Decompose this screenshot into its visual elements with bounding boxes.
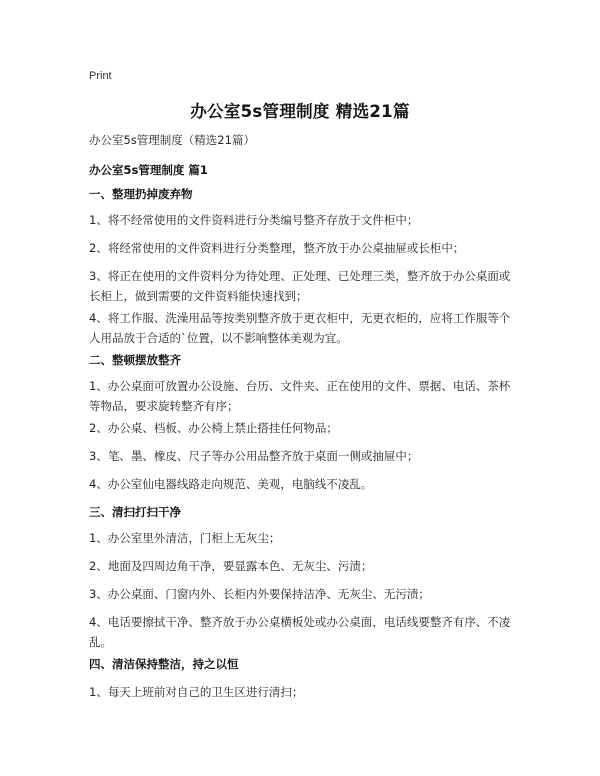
list-item: 4、办公室仙电器线路走向规范、美观，电脑线不凌乱。	[89, 477, 373, 491]
section-heading: 四、清洁保持整洁，持之以恒	[89, 657, 239, 671]
document-subtitle: 办公室5s管理制度（精选21篇）	[89, 133, 255, 147]
print-link[interactable]: Print	[89, 70, 112, 82]
section-heading: 三、清扫打扫干净	[89, 505, 181, 519]
list-item: 1、将不经常使用的文件资料进行分类编号整齐存放于文件柜中；	[89, 213, 419, 227]
list-item: 1、办公室里外清洁，门柜上无灰尘；	[89, 531, 281, 545]
list-item: 3、笔、墨、橡皮、尺子等办公用品整齐放于桌面一侧或抽屉中；	[89, 449, 419, 463]
part-title: 办公室5s管理制度 篇1	[89, 163, 208, 177]
list-item: 3、办公桌面、门窗内外、长柜内外要保持洁净、无灰尘、无污渍；	[89, 587, 430, 601]
list-item: 2、地面及四周边角干净，要显露本色、无灰尘、污渍；	[89, 559, 373, 573]
list-item: 1、办公桌面可放置办公设施、台历、文件夹、正在使用的文件、票据、电话、茶杯等物品，要求旋转整齐有序；	[89, 379, 511, 413]
list-item: 1、每天上班前对自己的卫生区进行清扫；	[89, 685, 304, 699]
section-heading: 一、整理扔掉废弃物	[89, 187, 193, 201]
section-heading: 二、整顿摆放整齐	[89, 353, 181, 367]
list-item: 2、办公桌、档板、办公椅上禁止搭挂任何物品；	[89, 421, 338, 435]
list-item: 4、将工作服、洗澡用品等按类别整齐放于更衣柜中，无更衣柜的，应将工作服等个人用品放于合适的`位置，以不影响整体美观为宜。	[89, 311, 511, 345]
document-title: 办公室5s管理制度 精选21篇	[190, 102, 410, 121]
list-item: 4、电话要擦拭干净、整齐放于办公桌横板处或办公桌面，电话线要整齐有序、不凌乱。	[89, 615, 511, 649]
list-item: 3、将正在使用的文件资料分为待处理、正处理、已处理三类，整齐放于办公桌面或长柜上，做到需要的文件资料能快速找到；	[89, 269, 511, 303]
list-item: 2、将经常使用的文件资料进行分类整理，整齐放于办公桌抽屉或长柜中；	[89, 241, 465, 255]
